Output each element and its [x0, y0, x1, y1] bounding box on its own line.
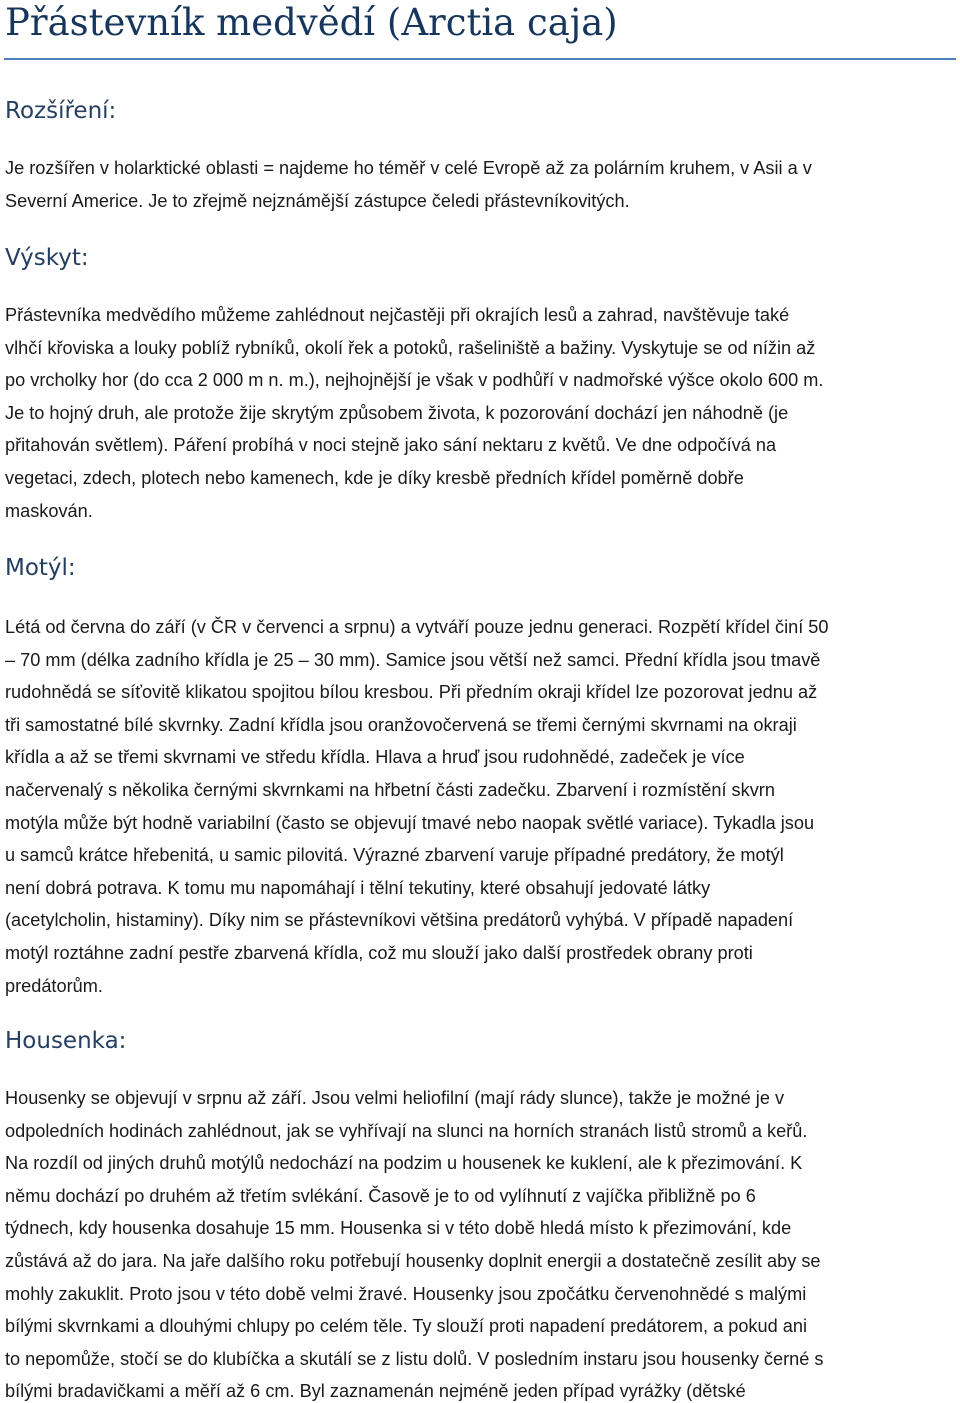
- text-line: zůstává až do jara. Na jaře dalšího roku potřebují housenky doplnit energii a dostatečně zesílit aby se: [5, 1250, 821, 1271]
- text-line: Severní Americe. Je to zřejmě nejznámější zástupce čeledi přástevníkovitých.: [5, 190, 630, 211]
- section-heading: Rozšíření:: [5, 98, 117, 124]
- text-line: to nepomůže, stočí se do klubíčka a skutálí se z listu dolů. V posledním instaru jsou housenky černé s: [5, 1348, 824, 1369]
- text-line: mohly zakuklit. Proto jsou v této době velmi žravé. Housenky jsou zpočátku červenohnědé s malými: [5, 1283, 807, 1304]
- section-paragraph: [5, 611, 957, 1002]
- text-line: Je rozšířen v holarktické oblasti = najdeme ho téměř v celé Evropě až za polárním kruhem, v Asii a v: [5, 158, 812, 178]
- section-heading: Motýl:: [5, 555, 76, 581]
- text-line: Létá od června do září (v ČR v červenci a srpnu) a vytváří pouze jednu generaci. Rozpětí křídel činí 50: [5, 617, 829, 637]
- text-line: Na rozdíl od jiných druhů motýlů nedochází na podzim u housenek ke kuklení, ale k přezimování. K: [5, 1153, 803, 1174]
- text-line: načervenalý s několika černými skvrnkami na hřbetní části zadečku. Zbarvení i rozmístění skvrn: [5, 779, 775, 800]
- text-line: týdnech, kdy housenka dosahuje 15 mm. Housenka si v této době hledá místo k přezimování, kde: [5, 1218, 792, 1239]
- text-line: Je to hojný druh, ale protože žije skrytým způsobem života, k pozorování dochází jen náhodně (je: [5, 402, 789, 423]
- section-paragraph: [5, 299, 957, 527]
- section-paragraph: [5, 152, 957, 217]
- text-line: vegetaci, zdech, plotech nebo kamenech, kde je díky kresbě předních křídel poměrně dobře: [5, 467, 744, 488]
- text-line: po vrcholky hor (do cca 2 000 m n. m.), nejhojnější je však v podhůří v nadmořské výšce okolo 600 m.: [5, 370, 824, 391]
- text-line: přitahován světlem). Páření probíhá v noci stejně jako sání nektaru z květů. Ve dne odpočívá na: [5, 435, 777, 456]
- text-line: u samců krátce hřebenitá, u samic pilovitá. Výrazné zbarvení varuje případné predátory, že motýl: [5, 845, 784, 866]
- text-line: – 70 mm (délka zadního křídla je 25 – 30 mm). Samice jsou větší než samci. Přední křídla jsou tmavě: [5, 649, 821, 670]
- section-heading: Výskyt:: [5, 245, 89, 271]
- text-line: Housenky se objevují v srpnu až září. Jsou velmi heliofilní (mají rády slunce), takže je možné je v: [5, 1088, 785, 1108]
- text-line: bílými skvrnkami a dlouhými chlupy po celém těle. Ty slouží proti napadení predátorem, a pokud ani: [5, 1316, 807, 1337]
- text-line: Přástevníka medvědího můžeme zahlédnout nejčastěji při okrajích lesů a zahrad, navštěvuje také: [5, 305, 790, 325]
- text-line: vlhčí křoviska a louky poblíž rybníků, okolí řek a potoků, rašeliniště a bažiny. Vyskytuje se od nížin až: [5, 337, 816, 358]
- section-paragraph: [5, 1082, 957, 1403]
- section-heading: Housenka:: [5, 1028, 127, 1054]
- title-underline: [4, 58, 956, 60]
- text-line: predátorům.: [5, 975, 103, 996]
- text-line: němu dochází po druhém až třetím svlékání. Časově je to od vylíhnutí z vajíčka přibližně po 6: [5, 1185, 756, 1206]
- text-line: odpoledních hodinách zahlédnout, jak se vyhřívají na slunci na horních stranách listů stromů a keřů.: [5, 1120, 808, 1141]
- text-line: křídla a až se třemi skvrnami ve středu křídla. Hlava a hruď jsou rudohnědé, zadeček je více: [5, 747, 745, 768]
- text-line: tři samostatné bílé skvrnky. Zadní křídla jsou oranžovočervená se třemi černými skvrnami na okraji: [5, 714, 797, 735]
- text-line: motýl roztáhne zadní pestře zbarvená křídla, což mu slouží jako další prostředek obrany proti: [5, 942, 753, 963]
- text-line: motýla může být hodně variabilní (často se objevují tmavé nebo naopak světlé variace). Tykadla jsou: [5, 812, 815, 833]
- text-line: (acetylcholin, histaminy). Díky nim se přástevníkovi většina predátorů vyhýbá. V případě napadení: [5, 910, 794, 931]
- text-line: rudohnědá se síťovitě klikatou spojitou bílou kresbou. Při předním okraji křídel lze pozorovat jednu až: [5, 682, 818, 703]
- text-line: maskován.: [5, 500, 93, 521]
- text-line: bílými bradavičkami a měří až 6 cm. Byl zaznamenán nejméně jeden případ vyrážky (dětské: [5, 1381, 746, 1402]
- page-title: Přástevník medvědí (Arctia caja): [5, 1, 618, 44]
- text-line: není dobrá potrava. K tomu mu napomáhají i tělní tekutiny, které obsahují jedovaté látky: [5, 877, 711, 898]
